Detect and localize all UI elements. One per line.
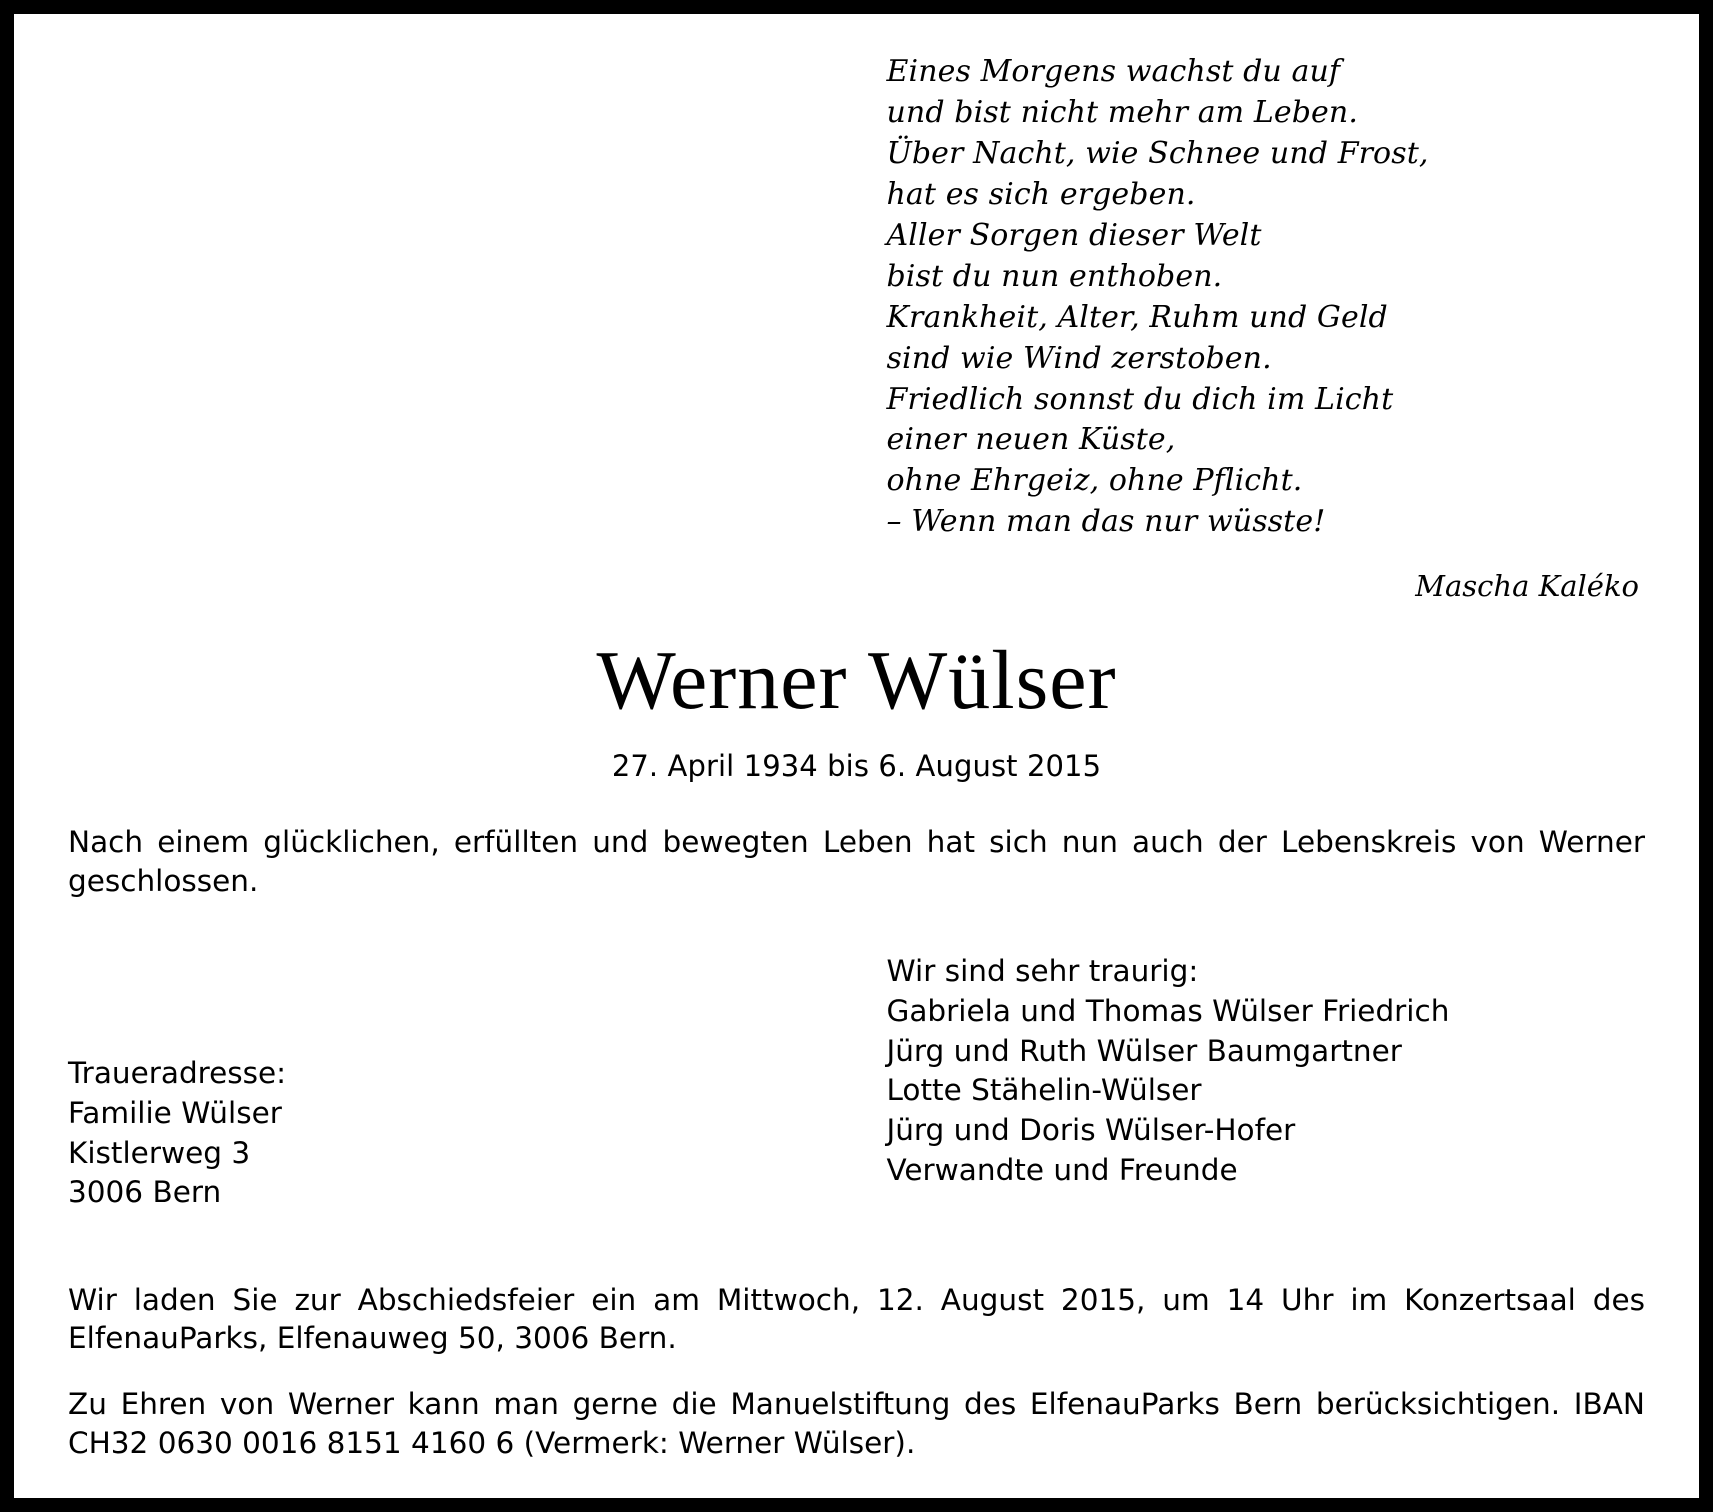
donation-paragraph [68, 1385, 1645, 1462]
poem [857, 52, 1646, 543]
deceased-dates: 27. April 1934 bis 6. August 2015 [611, 749, 1102, 784]
poem-line: hat es sich ergeben. [886, 176, 1196, 212]
ceremony-text: Wir laden Sie zur Abschiedsfeier ein am Mittwoch, 12. August 2015, um 14 Uhr im Konzertsaal des ElfenauParks, Elfenauweg 50, 3006 Bern. [68, 1282, 1645, 1355]
address-heading: Traueradresse: [68, 1055, 287, 1090]
ceremony-paragraph [68, 1281, 1645, 1358]
mourner-name: Gabriela und Thomas Wülser Friedrich [886, 993, 1450, 1028]
intro-paragraph: Nach einem glücklichen, erfüllten und bewegten Leben hat sich nun auch der Lebenskreis von Werner geschlossen. [68, 825, 1645, 898]
mourner-name: Lotte Stähelin-Wülser [886, 1073, 1202, 1108]
obituary-content [68, 52, 1645, 1468]
donation-text: Zu Ehren von Werner kann man gerne die Manuelstiftung des ElfenauParks Bern berücksichtigen. IBAN CH32 0630 0016 8151 4160 6 (Vermerk: Werner Wülser). [68, 1387, 1645, 1460]
deceased-name: Werner Wülser [596, 634, 1117, 728]
poem-line: sind wie Wind zerstoben. [886, 340, 1272, 376]
mourners-list [857, 952, 1450, 1191]
mourner-name: Verwandte und Freunde [886, 1153, 1238, 1187]
poem-line: ohne Ehrgeiz, ohne Pflicht. [886, 463, 1303, 499]
poem-line: Aller Sorgen dieser Welt [886, 217, 1262, 253]
poem-line: – Wenn man das nur wüsste! [886, 504, 1326, 540]
poem-line: und bist nicht mehr am Leben. [886, 94, 1358, 130]
mourner-name: Jürg und Ruth Wülser Baumgartner [886, 1033, 1402, 1068]
poem-line: einer neuen Küste, [886, 422, 1176, 458]
poem-author: Mascha Kaléko [1415, 569, 1639, 604]
mourners-heading: Wir sind sehr traurig: [886, 953, 1199, 988]
mourning-address [68, 1054, 286, 1213]
poem-line: Über Nacht, wie Schnee und Frost, [886, 135, 1429, 171]
address-line: 3006 Bern [68, 1175, 222, 1210]
address-line: Kistlerweg 3 [68, 1135, 251, 1170]
footer-block [68, 1281, 1645, 1462]
mourner-name: Jürg und Doris Wülser-Hofer [886, 1113, 1296, 1148]
poem-line: Friedlich sonnst du dich im Licht [886, 381, 1394, 417]
middle-columns [68, 952, 1645, 1210]
poem-line: Krankheit, Alter, Ruhm und Geld [886, 299, 1388, 335]
poem-line: Eines Morgens wachst du auf [886, 54, 1341, 89]
poem-line: bist du nun enthoben. [886, 258, 1223, 294]
deceased-block [68, 634, 1645, 784]
address-line: Familie Wülser [68, 1095, 282, 1130]
